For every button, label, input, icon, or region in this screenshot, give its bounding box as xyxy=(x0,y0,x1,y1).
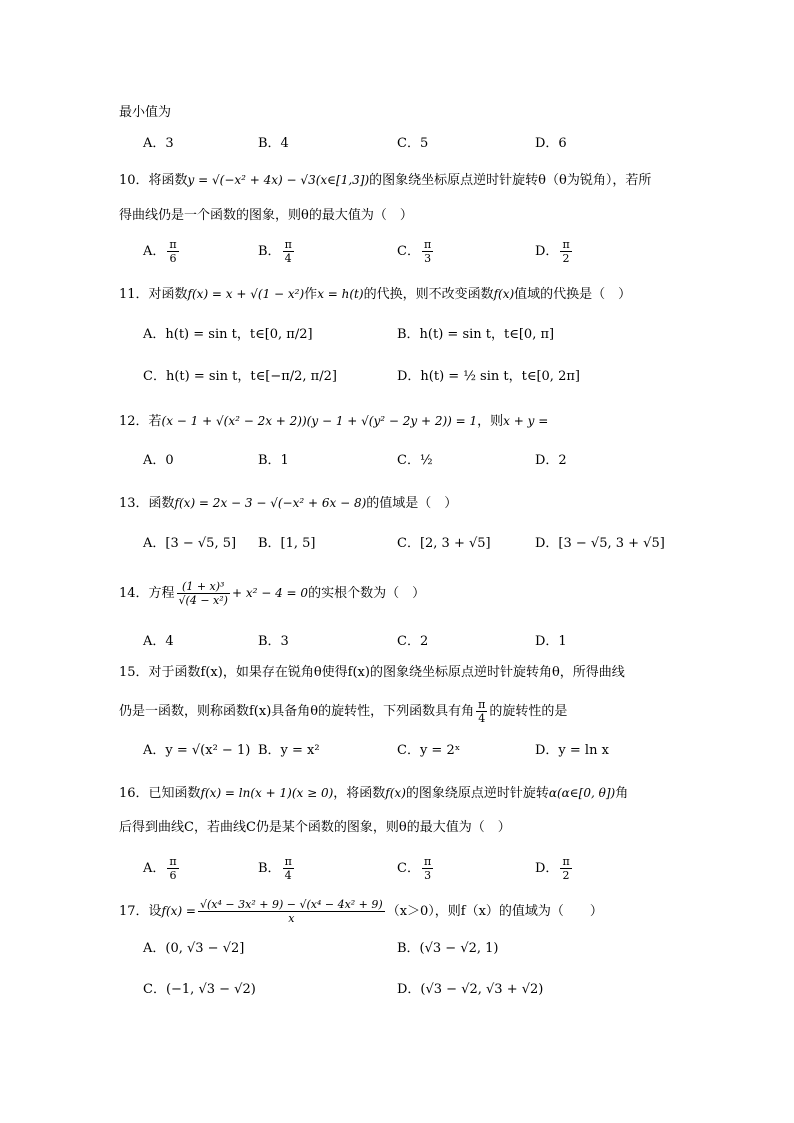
option-c: C．5 xyxy=(397,136,429,151)
option-a: A．0 xyxy=(143,453,174,468)
option-b: B．(√3 − √2, 1) xyxy=(397,941,499,956)
option-c: C．(−1, √3 − √2) xyxy=(143,982,256,997)
option-a: A．h(t) = sin t，t∈[0, π/2] xyxy=(143,327,313,342)
question-10-line-1: 10．将函数y = √(−x² + 4x) − √3(x∈[1,3])的图象绕坐标原点逆时针旋转θ（θ为锐角），若所 xyxy=(119,173,652,188)
option-c: C． $\frac{\pi}{3}$ xyxy=(397,238,432,265)
option-d: D．2 xyxy=(535,453,567,468)
option-c: C．y = 2ˣ xyxy=(397,743,461,758)
option-a: A． $\frac{\pi}{6}$ xyxy=(143,238,177,265)
question-10-line-2: 得曲线仍是一个函数的图象，则θ的最大值为（ ） xyxy=(119,208,413,223)
option-b: B．4 xyxy=(258,136,289,151)
question-16-line-1: 16．已知函数f(x) = ln(x + 1)(x ≥ 0)，将函数f(x)的图象绕原点逆时针旋转α(α∈[0, θ])角 xyxy=(119,786,629,801)
option-d: D．y = ln x xyxy=(535,743,609,758)
option-b: B．[1, 5] xyxy=(258,536,316,551)
option-c: C．½ xyxy=(397,453,433,468)
question-12-stem: 12．若(x − 1 + √(x² − 2x + 2))(y − 1 + √(y² − 2y + 2)) = 1，则x + y = xyxy=(119,414,549,429)
question-14-stem: 14．方程 $\frac{\text{(1 + x)³}}{\text{√(4 − x²)}}$ + x² − 4 = 0的实根个数为（ ） xyxy=(119,580,426,607)
option-d: D． $\frac{\pi}{2}$ xyxy=(535,238,570,265)
option-c: C．h(t) = sin t，t∈[−π/2, π/2] xyxy=(143,369,337,384)
question-15-line-2: 仍是一函数，则称函数f(x)具备角θ的旋转性，下列函数具有角 $\frac{\pi}{4}$ 的旋转性的是 xyxy=(119,698,568,725)
option-a: A．y = √(x² − 1) xyxy=(143,743,251,758)
question-15-line-1: 15．对于函数f(x)，如果存在锐角θ使得f(x)的图象绕坐标原点逆时针旋转角θ，所得曲线 xyxy=(119,665,625,680)
question-17-stem: 17．设f(x) = $\frac{\text{√(x⁴ − 3x² + 9) − √(x⁴ − 4x² + 9)}}{x}$ （x＞0），则f（x）的值域为（ ） xyxy=(119,898,603,925)
option-c: C．2 xyxy=(397,634,429,649)
option-c: C． $\frac{\pi}{3}$ xyxy=(397,855,432,882)
option-a: A．[3 − √5, 5] xyxy=(143,536,237,551)
option-b: B．3 xyxy=(258,634,289,649)
option-d: D．h(t) = ½ sin t，t∈[0, 2π] xyxy=(397,369,580,384)
question-16-line-2: 后得到曲线C，若曲线C仍是某个函数的图象，则θ的最大值为（ ） xyxy=(119,820,511,835)
option-d: D．1 xyxy=(535,634,567,649)
option-a: A．4 xyxy=(143,634,174,649)
question-13-stem: 13．函数f(x) = 2x − 3 − √(−x² + 6x − 8)的值域是（ ） xyxy=(119,496,458,511)
option-b: B．y = x² xyxy=(258,743,320,758)
option-b: B．h(t) = sin t，t∈[0, π] xyxy=(397,327,555,342)
option-a: A． $\frac{\pi}{6}$ xyxy=(143,855,177,882)
option-a: A．3 xyxy=(143,136,174,151)
option-b: B． $\frac{\pi}{4}$ xyxy=(258,238,292,265)
question-9-tail: 最小值为 xyxy=(119,105,172,120)
option-d: D．[3 − √5, 3 + √5] xyxy=(535,536,665,551)
option-d: D．(√3 − √2, √3 + √2) xyxy=(397,982,544,997)
option-d: D． $\frac{\pi}{2}$ xyxy=(535,855,570,882)
option-c: C．[2, 3 + √5] xyxy=(397,536,491,551)
question-11-stem: 11．对函数f(x) = x + √(1 − x²)作x = h(t)的代换，则不改变函数f(x)值域的代换是（ ） xyxy=(119,287,632,302)
option-b: B．1 xyxy=(258,453,289,468)
option-a: A．(0, √3 − √2] xyxy=(143,941,245,956)
option-d: D．6 xyxy=(535,136,567,151)
option-b: B． $\frac{\pi}{4}$ xyxy=(258,855,292,882)
